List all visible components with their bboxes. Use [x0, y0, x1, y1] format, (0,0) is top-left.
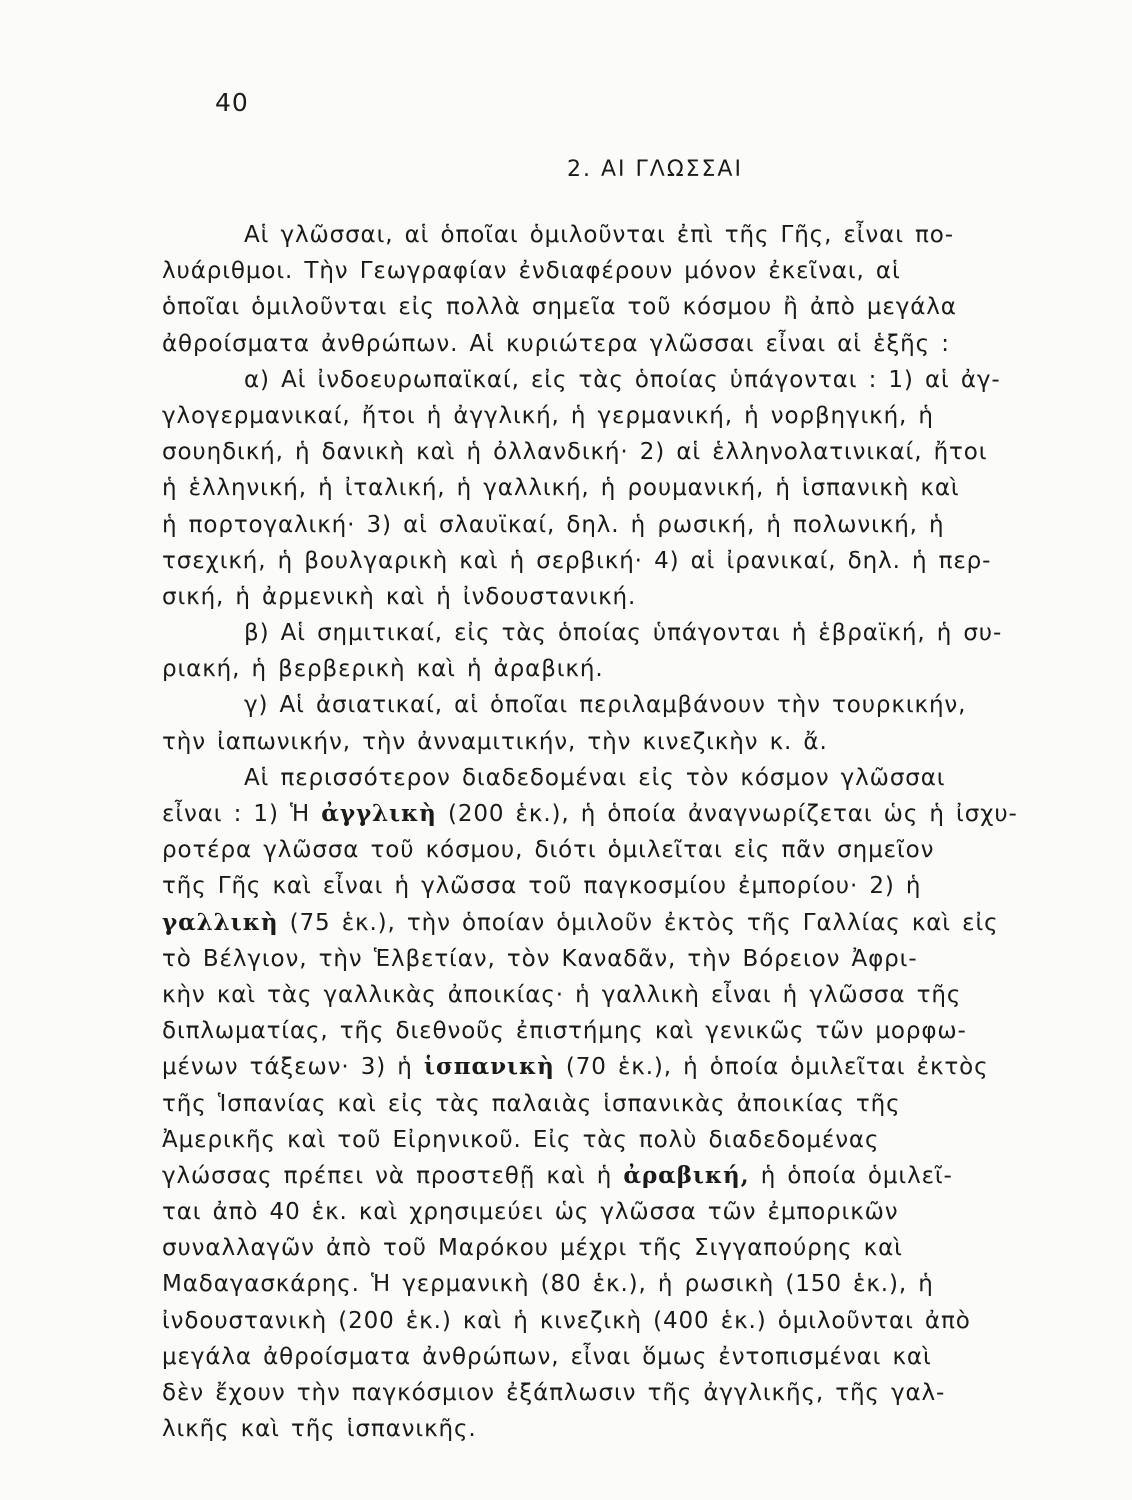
text-line: [162, 1158, 1130, 1194]
text-segment: (75 ἑκ.), τὴν ὁποίαν ὁμιλοῦν ἐκτὸς τῆς Γαλλίας καὶ εἰς: [278, 909, 999, 936]
text-segment: Αἱ γλῶσσαι, αἱ ὁποῖαι ὁμιλοῦνται ἐπὶ τῆς Γῆς, εἶναι πο-: [244, 222, 954, 248]
text-line: [162, 289, 1130, 325]
text-segment: λικῆς καὶ τῆς ἱσπανικῆς.: [162, 1416, 477, 1443]
text-line: [162, 398, 1130, 434]
text-segment: δὲν ἔχουν τὴν παγκόσμιον ἐξάπλωσιν τῆς ἀγγλικῆς, τῆς γαλ-: [162, 1380, 946, 1406]
text-line: [162, 977, 1130, 1013]
text-line: [162, 1266, 1130, 1302]
text-line: [162, 362, 1130, 398]
text-segment: ἰνδουστανικὴ (200 ἑκ.) καὶ ἡ κινεζικὴ (400 ἑκ.) ὁμιλοῦνται ἀπὸ: [162, 1307, 971, 1334]
text-line: [162, 543, 1130, 579]
text-segment: σουηδική, ἡ δανικὴ καὶ ἡ ὀλλανδική· 2) αἱ ἑλληνολατινικαί, ἤτοι: [162, 439, 988, 466]
text-segment: Μαδαγασκάρης. Ἡ γερμανικὴ (80 ἑκ.), ἡ ρωσικὴ (150 ἑκ.), ἡ: [162, 1271, 934, 1298]
text-segment: γλογερμανικαί, ἤτοι ἡ ἀγγλική, ἡ γερμανική, ἡ νορβηγική, ἡ: [162, 402, 934, 429]
text-line: [162, 507, 1130, 543]
text-line: [162, 1049, 1130, 1085]
bold-term: ἱσπανικὴ: [423, 1053, 555, 1081]
text-segment: ἡ πορτογαλική· 3) αἱ σλαυϊκαί, δηλ. ἡ ρωσική, ἡ πολωνική, ἡ: [162, 511, 945, 538]
text-line: [162, 1086, 1130, 1122]
text-segment: συναλλαγῶν ἀπὸ τοῦ Μαρόκου μέχρι τῆς Σιγγαπούρης καὶ: [162, 1235, 903, 1262]
text-segment: γ) Αἱ ἀσιατικαί, αἱ ὁποῖαι περιλαμβάνουν τὴν τουρκικήν,: [244, 692, 967, 719]
text-line: [162, 217, 1130, 253]
text-segment: (70 ἑκ.), ἡ ὁποία ὁμιλεῖται ἐκτὸς: [554, 1054, 989, 1081]
bold-term: ἀγγλικὴ: [321, 800, 437, 827]
text-segment: εἶναι : 1) Ἡ: [162, 801, 322, 827]
text-line: [162, 579, 1130, 615]
text-segment: γλώσσας πρέπει νὰ προστεθῇ καὶ ἡ: [162, 1162, 624, 1189]
text-segment: μένων τάξεων· 3) ἡ: [162, 1054, 424, 1081]
text-line: [162, 868, 1130, 904]
text-line: [162, 1375, 1130, 1411]
text-segment: τῆς Ἱσπανίας καὶ εἰς τὰς παλαιὰς ἱσπανικὰς ἀποικίας τῆς: [162, 1090, 901, 1117]
section-heading: 2. ΑΙ ΓΛΩΣΣΑΙ: [567, 157, 743, 182]
text-line: [162, 1411, 1130, 1447]
text-line: [162, 1230, 1130, 1266]
text-segment: ται ἀπὸ 40 ἑκ. καὶ χρησιμεύει ὡς γλῶσσα τῶν ἐμπορικῶν: [162, 1199, 899, 1226]
text-segment: α) Αἱ ἰνδοευρωπαϊκαί, εἰς τὰς ὁποίας ὑπάγονται : 1) αἱ ἀγ-: [244, 366, 1001, 393]
text-segment: λυάριθμοι. Τὴν Γεωγραφίαν ἐνδιαφέρουν μόνον ἐκεῖναι, αἱ: [162, 258, 901, 285]
text-line: [162, 687, 1130, 723]
text-line: [162, 796, 1130, 832]
page-number: 40: [215, 88, 249, 117]
text-segment: διπλωματίας, τῆς διεθνοῦς ἐπιστήμης καὶ γενικῶς τῶν μορφω-: [162, 1018, 967, 1045]
bold-term: γαλλικὴ: [162, 908, 279, 936]
text-line: [162, 434, 1130, 470]
text-segment: μεγάλα ἀθροίσματα ἀνθρώπων, εἶναι ὅμως ἐντοπισμέναι καὶ: [162, 1343, 932, 1370]
text-segment: τὸ Βέλγιον, τὴν Ἑλβετίαν, τὸν Καναδᾶν, τὴν Βόρειον Ἀφρι-: [162, 945, 918, 972]
text-line: [162, 1194, 1130, 1230]
text-segment: (200 ἑκ.), ἡ ὁποία ἀναγνωρίζεται ὡς ἡ ἰσχυ-: [436, 801, 1018, 827]
text-segment: ἡ ὁποία ὁμιλεῖ-: [749, 1162, 953, 1189]
text-segment: ἀθροίσματα ἀνθρώπων. Αἱ κυριώτερα γλῶσσαι εἶναι αἱ ἑξῆς :: [162, 330, 950, 357]
text-line: [162, 651, 1130, 687]
text-line: [162, 760, 1130, 796]
text-segment: ροτέρα γλῶσσα τοῦ κόσμου, διότι ὁμιλεῖται εἰς πᾶν σημεῖον: [162, 837, 935, 864]
text-segment: τῆς Γῆς καὶ εἶναι ἡ γλῶσσα τοῦ παγκοσμίου ἐμπορίου· 2) ἡ: [162, 873, 922, 900]
text-line: [162, 253, 1130, 289]
bold-term: ἀραβική,: [623, 1161, 750, 1189]
text-line: [162, 1303, 1130, 1339]
text-line: [162, 326, 1130, 362]
body-text: [162, 217, 1130, 1447]
text-line: [162, 941, 1130, 977]
text-segment: ριακή, ἡ βερβερικὴ καὶ ἡ ἀραβική.: [162, 656, 604, 683]
text-segment: τὴν ἰαπωνικήν, τὴν ἀνναμιτικήν, τὴν κινεζικὴν κ. ἄ.: [162, 728, 828, 755]
text-line: [162, 832, 1130, 868]
text-line: [162, 615, 1130, 651]
text-line: [162, 1013, 1130, 1049]
text-segment: β) Αἱ σημιτικαί, εἰς τὰς ὁποίας ὑπάγονται ἡ ἑβραϊκή, ἡ συ-: [244, 620, 1003, 647]
text-segment: Αἱ περισσότερον διαδεδομέναι εἰς τὸν κόσμον γλῶσσαι: [244, 764, 946, 791]
text-segment: Ἀμερικῆς καὶ τοῦ Εἰρηνικοῦ. Εἰς τὰς πολὺ διαδεδομένας: [162, 1126, 880, 1153]
text-line: [162, 905, 1130, 941]
text-segment: σική, ἡ ἀρμενικὴ καὶ ἡ ἰνδουστανική.: [162, 583, 637, 610]
text-segment: ὁποῖαι ὁμιλοῦνται εἰς πολλὰ σημεῖα τοῦ κόσμου ἢ ἀπὸ μεγάλα: [162, 294, 957, 321]
text-segment: κὴν καὶ τὰς γαλλικὰς ἀποικίας· ἡ γαλλικὴ εἶναι ἡ γλῶσσα τῆς: [162, 981, 962, 1008]
text-line: [162, 724, 1130, 760]
text-line: [162, 470, 1130, 506]
text-segment: ἡ ἑλληνική, ἡ ἰταλική, ἡ γαλλική, ἡ ρουμανική, ἡ ἱσπανικὴ καὶ: [162, 475, 960, 502]
text-line: [162, 1339, 1130, 1375]
text-segment: τσεχική, ἡ βουλγαρικὴ καὶ ἡ σερβική· 4) αἱ ἰρανικαί, δηλ. ἡ περ-: [162, 547, 992, 574]
text-line: [162, 1122, 1130, 1158]
